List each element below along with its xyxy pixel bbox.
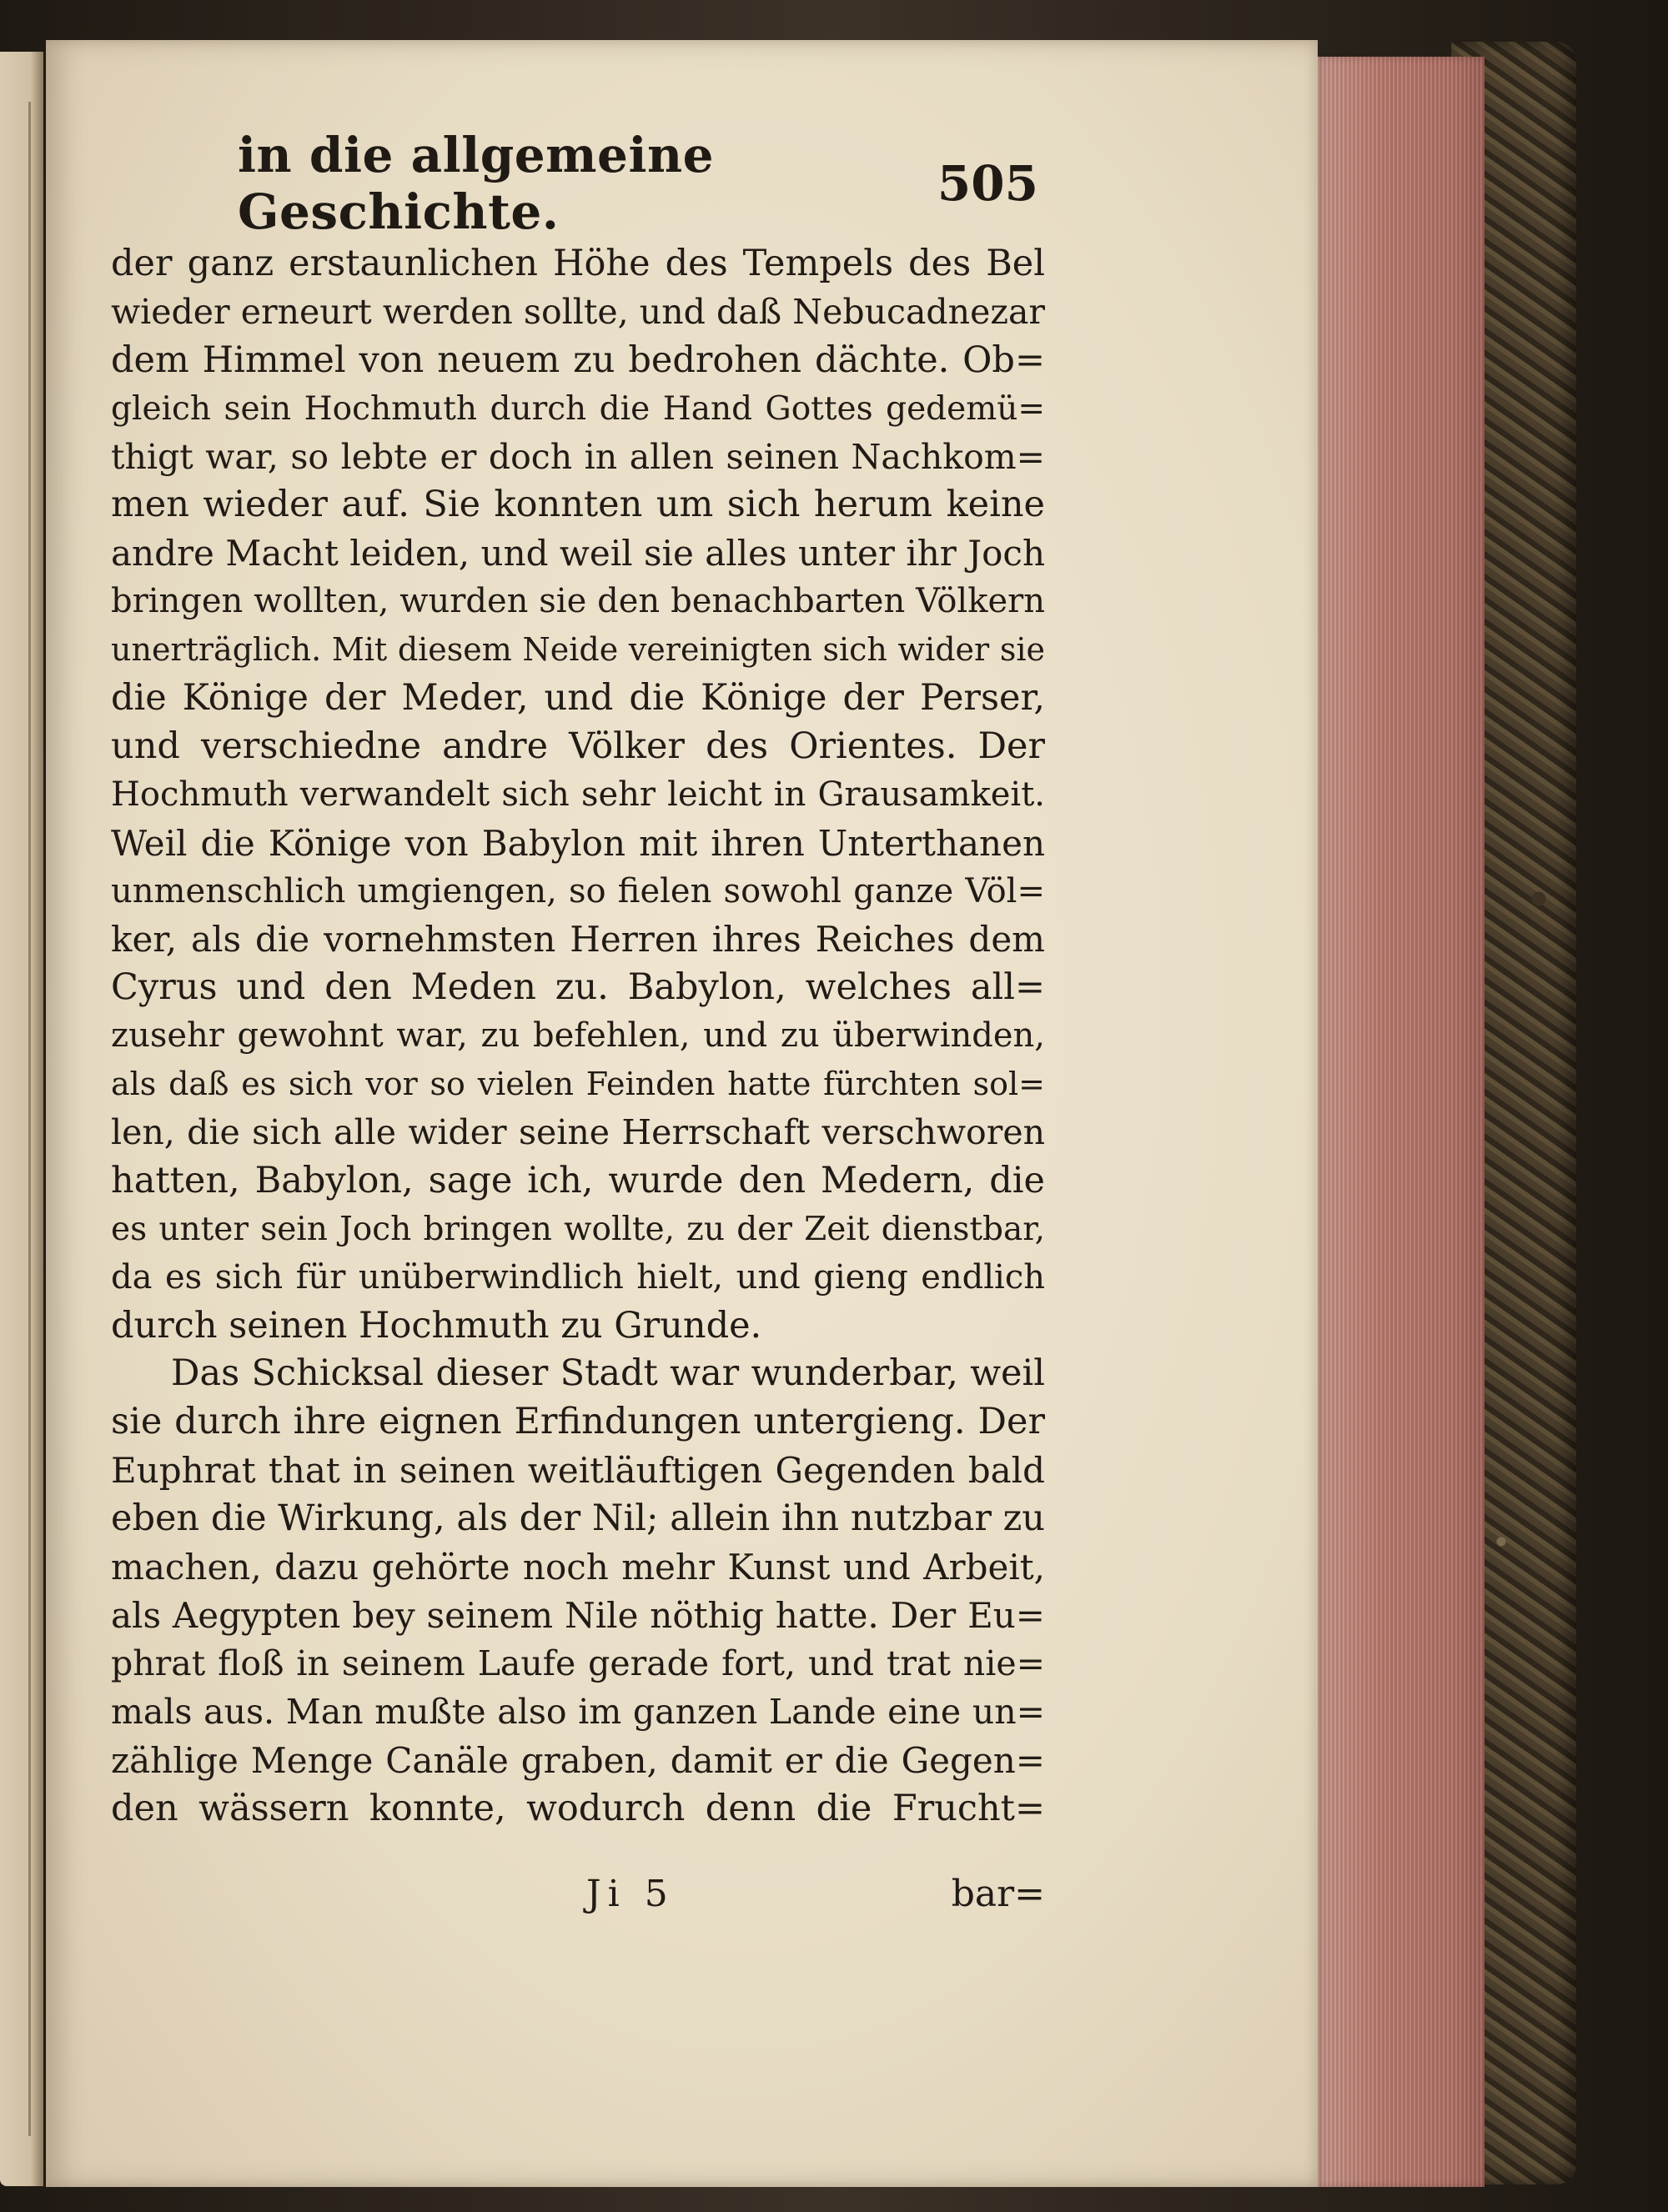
- text-line: unerträglich. Mit diesem Neide vereinigten sich wider sie: [111, 631, 1045, 669]
- text-line: Hochmuth verwandelt sich sehr leicht in Grausamkeit.: [111, 775, 1045, 814]
- text-line: dem Himmel von neuem zu bedrohen dächte. Ob=: [111, 339, 1045, 381]
- text-line: ker, als die vornehmsten Herren ihres Reiches dem: [111, 919, 1045, 961]
- text-line: gleich sein Hochmuth durch die Hand Gottes gedemü=: [111, 389, 1045, 428]
- page-block-edge: [1314, 57, 1485, 2187]
- previous-page-edge: [0, 52, 43, 2186]
- text-line: als Aegypten bey seinem Nile nöthig hatte. Der Eu=: [111, 1594, 1045, 1636]
- paragraph-end-line: durch seinen Hochmuth zu Grunde.: [111, 1304, 762, 1347]
- text-line: und verschiedne andre Völker des Orientes. Der: [111, 725, 1045, 767]
- text-line: der ganz erstaunlichen Höhe des Tempels des Bel: [111, 243, 1045, 284]
- text-line: sie durch ihre eignen Erfindungen untergieng. Der: [111, 1401, 1045, 1443]
- text-line: die Könige der Meder, und die Könige der Perser,: [111, 677, 1045, 720]
- catchword: bar=: [951, 1873, 1045, 1915]
- text-line: Euphrat that in seinen weitläuftigen Gegenden bald: [111, 1450, 1045, 1492]
- text-line: Cyrus und den Meden zu. Babylon, welches all=: [111, 966, 1045, 1009]
- text-line: zählige Menge Canäle graben, damit er die Gegen=: [111, 1739, 1045, 1781]
- page-header-title: in die allgemeine Geschichte.: [238, 127, 715, 240]
- text-line: machen, dazu gehörte noch mehr Kunst und Arbeit,: [111, 1547, 1045, 1588]
- paragraph-start-line: Das Schicksal dieser Stadt war wunderbar, weil: [171, 1352, 1045, 1395]
- text-line: len, die sich alle wider seine Herrschaft verschworen: [111, 1112, 1045, 1153]
- text-line: eben die Wirkung, als der Nil; allein ihn nutzbar zu: [111, 1497, 1045, 1540]
- text-line: es unter sein Joch bringen wollte, zu der Zeit dienstbar,: [111, 1210, 1045, 1248]
- text-line: unmenschlich umgiengen, so fielen sowohl ganze Völ=: [111, 871, 1045, 910]
- text-line: andre Macht leiden, und weil sie alles unter ihr Joch: [111, 533, 1045, 574]
- text-line: hatten, Babylon, sage ich, wurde den Medern, die: [111, 1159, 1045, 1201]
- page-number: 505: [937, 155, 1038, 212]
- text-line: da es sich für unüberwindlich hielt, und gieng endlich: [111, 1257, 1045, 1297]
- text-line: mals aus. Man mußte also im ganzen Lande eine un=: [111, 1691, 1045, 1732]
- text-line: als daß es sich vor so vielen Feinden hatte fürchten sol=: [111, 1066, 1045, 1103]
- text-line: zusehr gewohnt war, zu befehlen, und zu überwinden,: [111, 1016, 1045, 1056]
- text-line: bringen wollten, wurden sie den benachbarten Völkern: [111, 582, 1045, 621]
- text-line: men wieder auf. Sie konnten um sich herum keine: [111, 484, 1045, 526]
- text-line: wieder erneurt werden sollte, und daß Nebucadnezar: [111, 291, 1045, 332]
- running-head: [238, 127, 1038, 240]
- page-footer: [111, 1873, 1045, 1923]
- text-line: den wässern konnte, wodurch denn die Frucht=: [111, 1787, 1045, 1829]
- text-line: thigt war, so lebte er doch in allen seinen Nachkom=: [111, 436, 1045, 477]
- signature-mark: Ji 5: [586, 1873, 675, 1915]
- text-line: phrat floß in seinem Laufe gerade fort, und trat nie=: [111, 1643, 1045, 1683]
- body-text: [111, 240, 1045, 1833]
- text-line: Weil die Könige von Babylon mit ihren Unterthanen: [111, 822, 1045, 864]
